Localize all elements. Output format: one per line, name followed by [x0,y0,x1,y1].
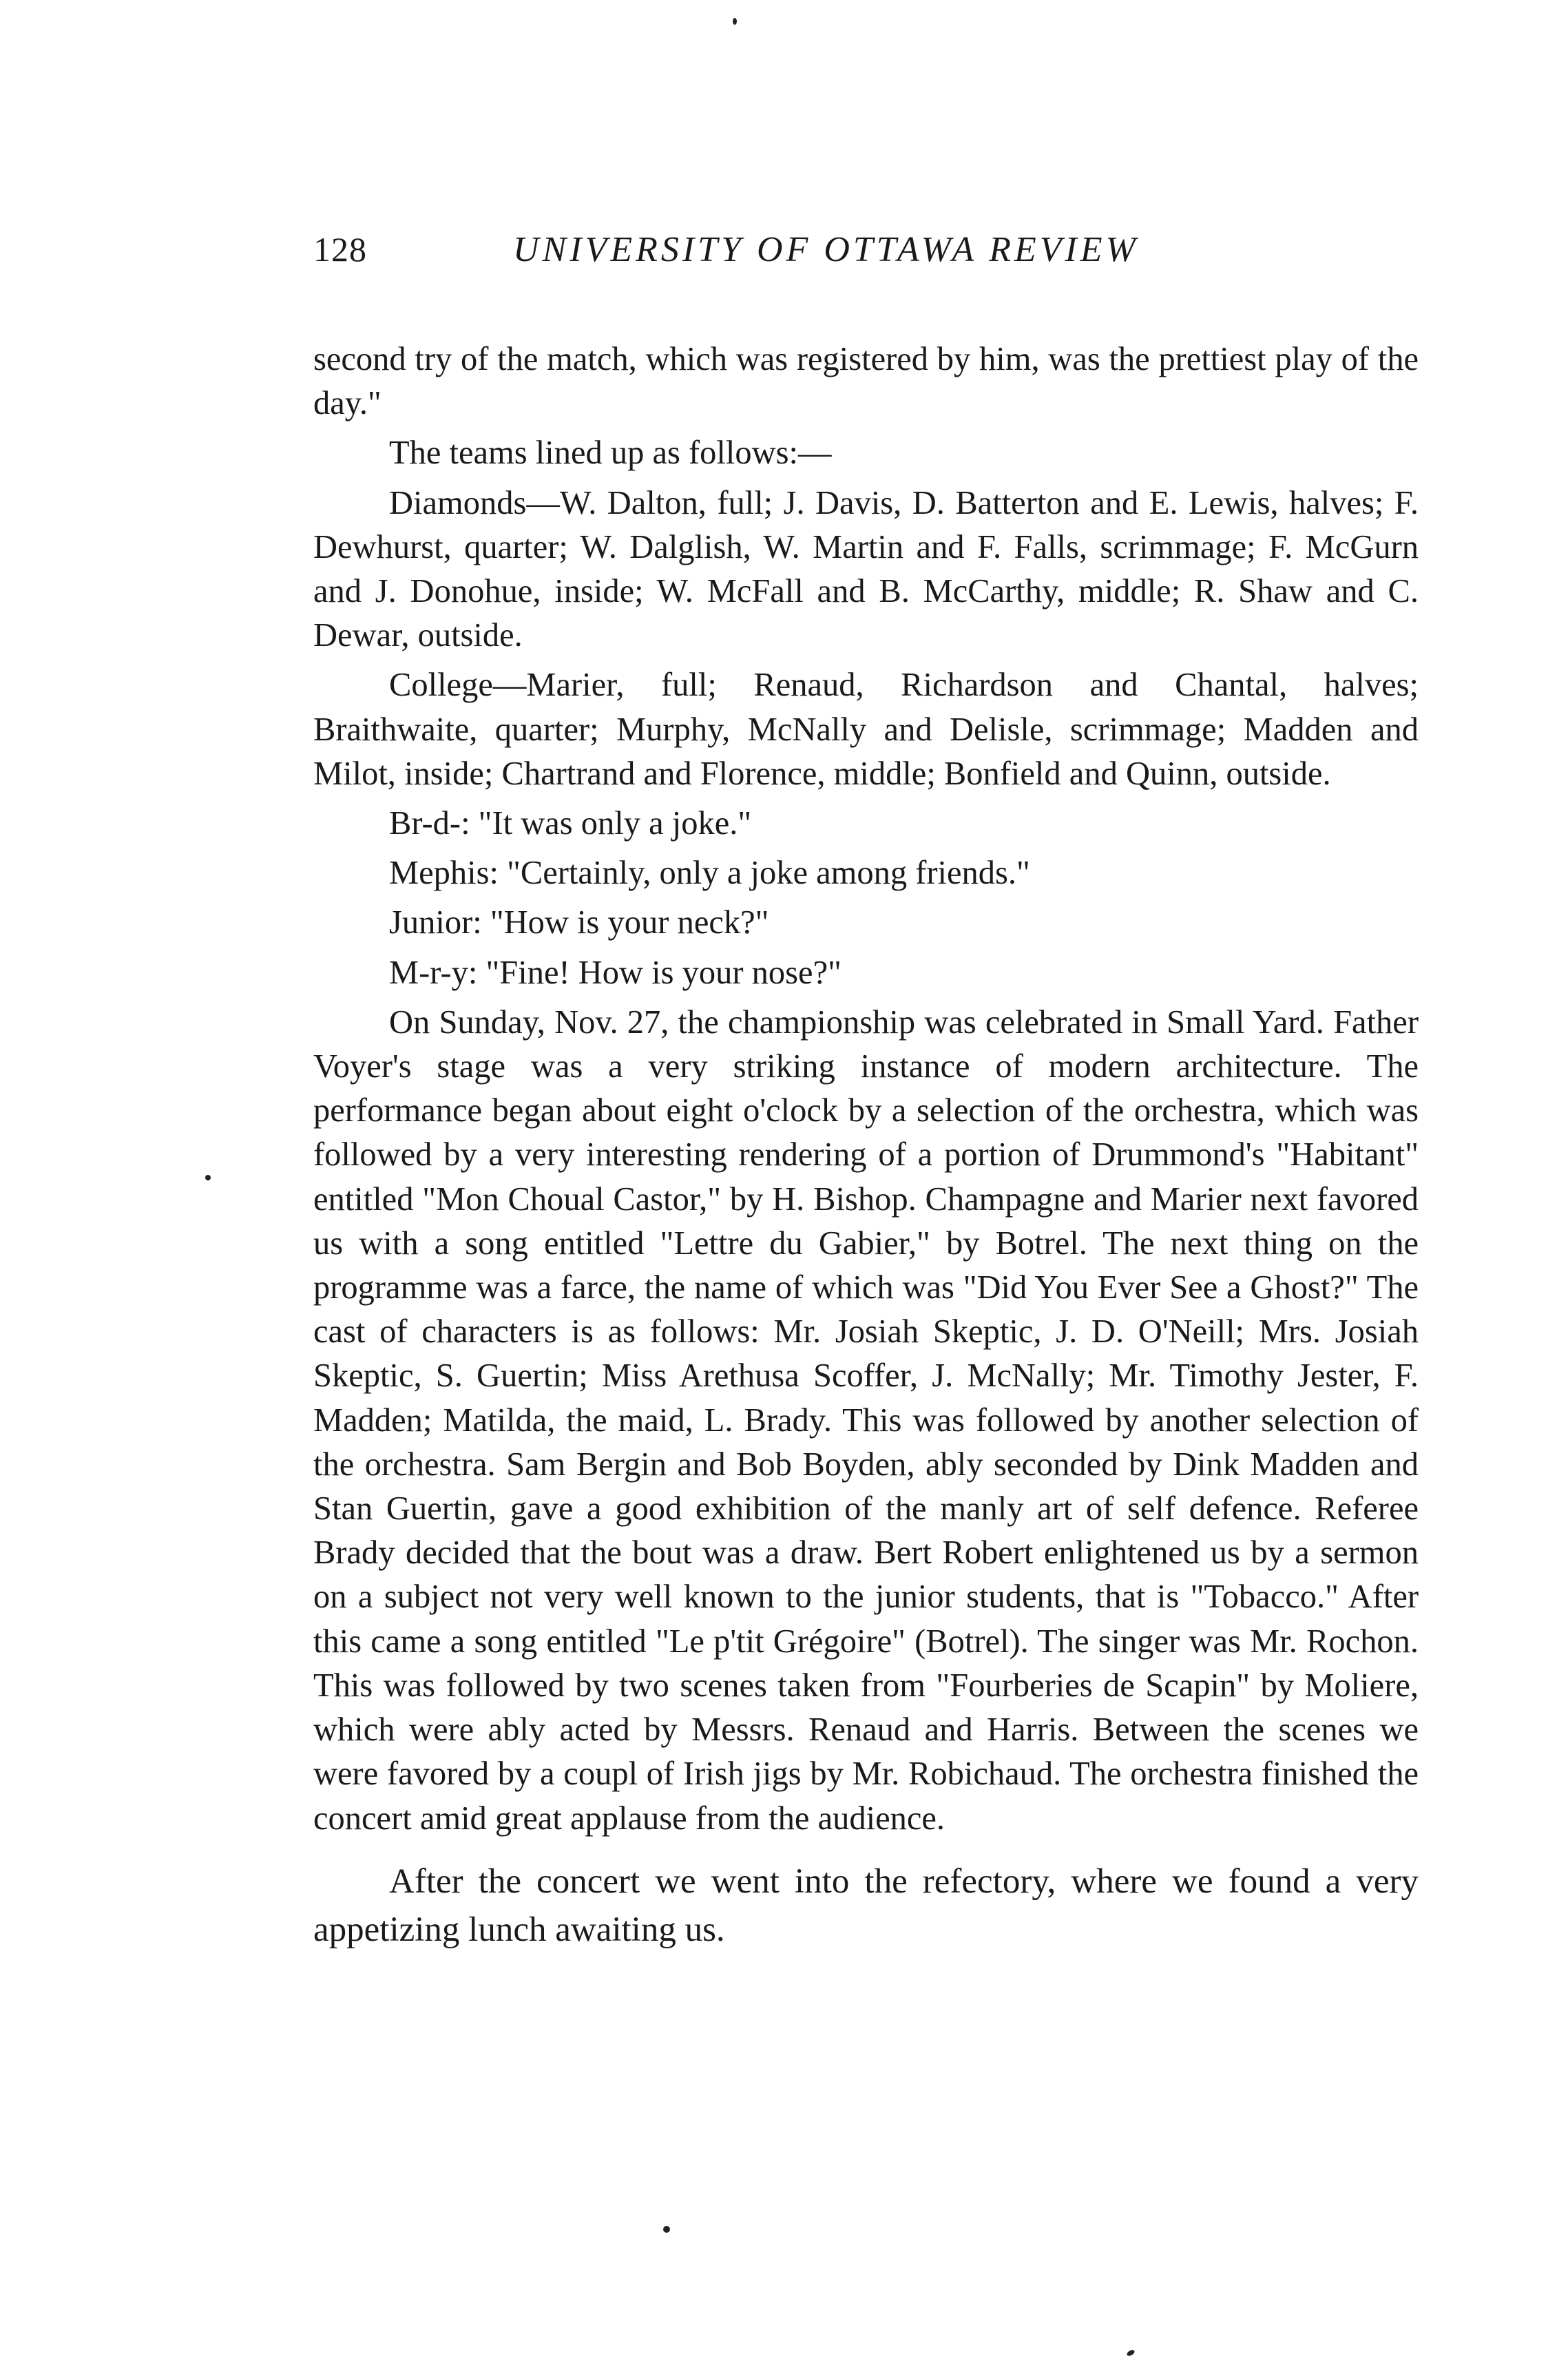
running-title: UNIVERSITY OF OTTAWA REVIEW [513,230,1139,269]
paragraph-teams-intro: The teams lined up as follows:— [389,435,832,472]
paragraph-continuation: second try of the match, which was registered by him, was the prettiest play of the day." [313,341,1419,422]
dialogue-line: Mephis: "Certainly, only a joke among friends." [389,855,1030,892]
page-header [313,229,1484,284]
dialogue-line: Br-d-: "It was only a joke." [389,805,752,842]
article-body [313,337,1419,1954]
paragraph-closing: After the concert we went into the refectory, where we found a very appetizing lunch awaiting us. [313,1862,1419,1949]
paragraph-championship-celebration: On Sunday, Nov. 27, the championship was celebrated in Small Yard. Father Voyer's stage was a very striking instance of modern architecture. The performance began about eight o'clock by a selection of the orchestra, which was followed by a very interesting rendering of a portion of Drummond's "Habitant" entitled "Mon Choual Castor," by H. Bishop. Champagne and Marier next favored us with a song entitled "Lettre du Gabier," by Botrel. The next thing on the programme was a farce, the name of which was "Did You Ever See a Ghost?" The cast of characters is as follows: Mr. Josiah Skeptic, J. D. O'Neill; Mrs. Josiah Skeptic, S. Guertin; Miss Arethusa Scoffer, J. McNally; Mr. Timothy Jester, F. Madden; Matilda, the maid, L. Brady. This was followed by another selection of the orchestra. Sam Bergin and Bob Boyden, ably seconded by Dink Madden and Stan Guertin, gave a good exhibition of the manly art of self defence. Referee Brady decided that the bout was a draw. Bert Robert enlightened us by a sermon on a subject not very well known to the junior students, that is "Tobacco." After this came a song entitled "Le p'tit Grégoire" (Botrel). The singer was Mr. Rochon. This was followed by two scenes taken from "Fourberies de Scapin" by Moliere, which were ably acted by Messrs. Renaud and Harris. Between the scenes we were favored by a coupl of Irish jigs by Mr. Robichaud. The orchestra finished the concert amid great applause from the audience. [313,1003,1419,1837]
print-speck [733,18,737,25]
paragraph-diamonds-lineup: Diamonds—W. Dalton, full; J. Davis, D. Batterton and E. Lewis, halves; F. Dewhurst, quarter; W. Dalglish, W. Martin and F. Falls, scrimmage; F. McGurn and J. Donohue, inside; W. McFall and B. McCarthy, middle; R. Shaw and C. Dewar, outside. [313,484,1419,654]
print-speck [663,2226,670,2233]
print-speck [1126,2348,1136,2357]
page-number: 128 [313,230,367,269]
print-speck [205,1175,211,1180]
dialogue-line: M-r-y: "Fine! How is your nose?" [389,954,842,991]
paragraph-college-lineup: College—Marier, full; Renaud, Richardson and Chantal, halves; Braithwaite, quarter; Murphy, McNally and Delisle, scrimmage; Madden and Milot, inside; Chartrand and Florence, middle; Bonfield and Quinn, outside. [313,667,1419,792]
dialogue-line: Junior: "How is your neck?" [389,904,769,941]
